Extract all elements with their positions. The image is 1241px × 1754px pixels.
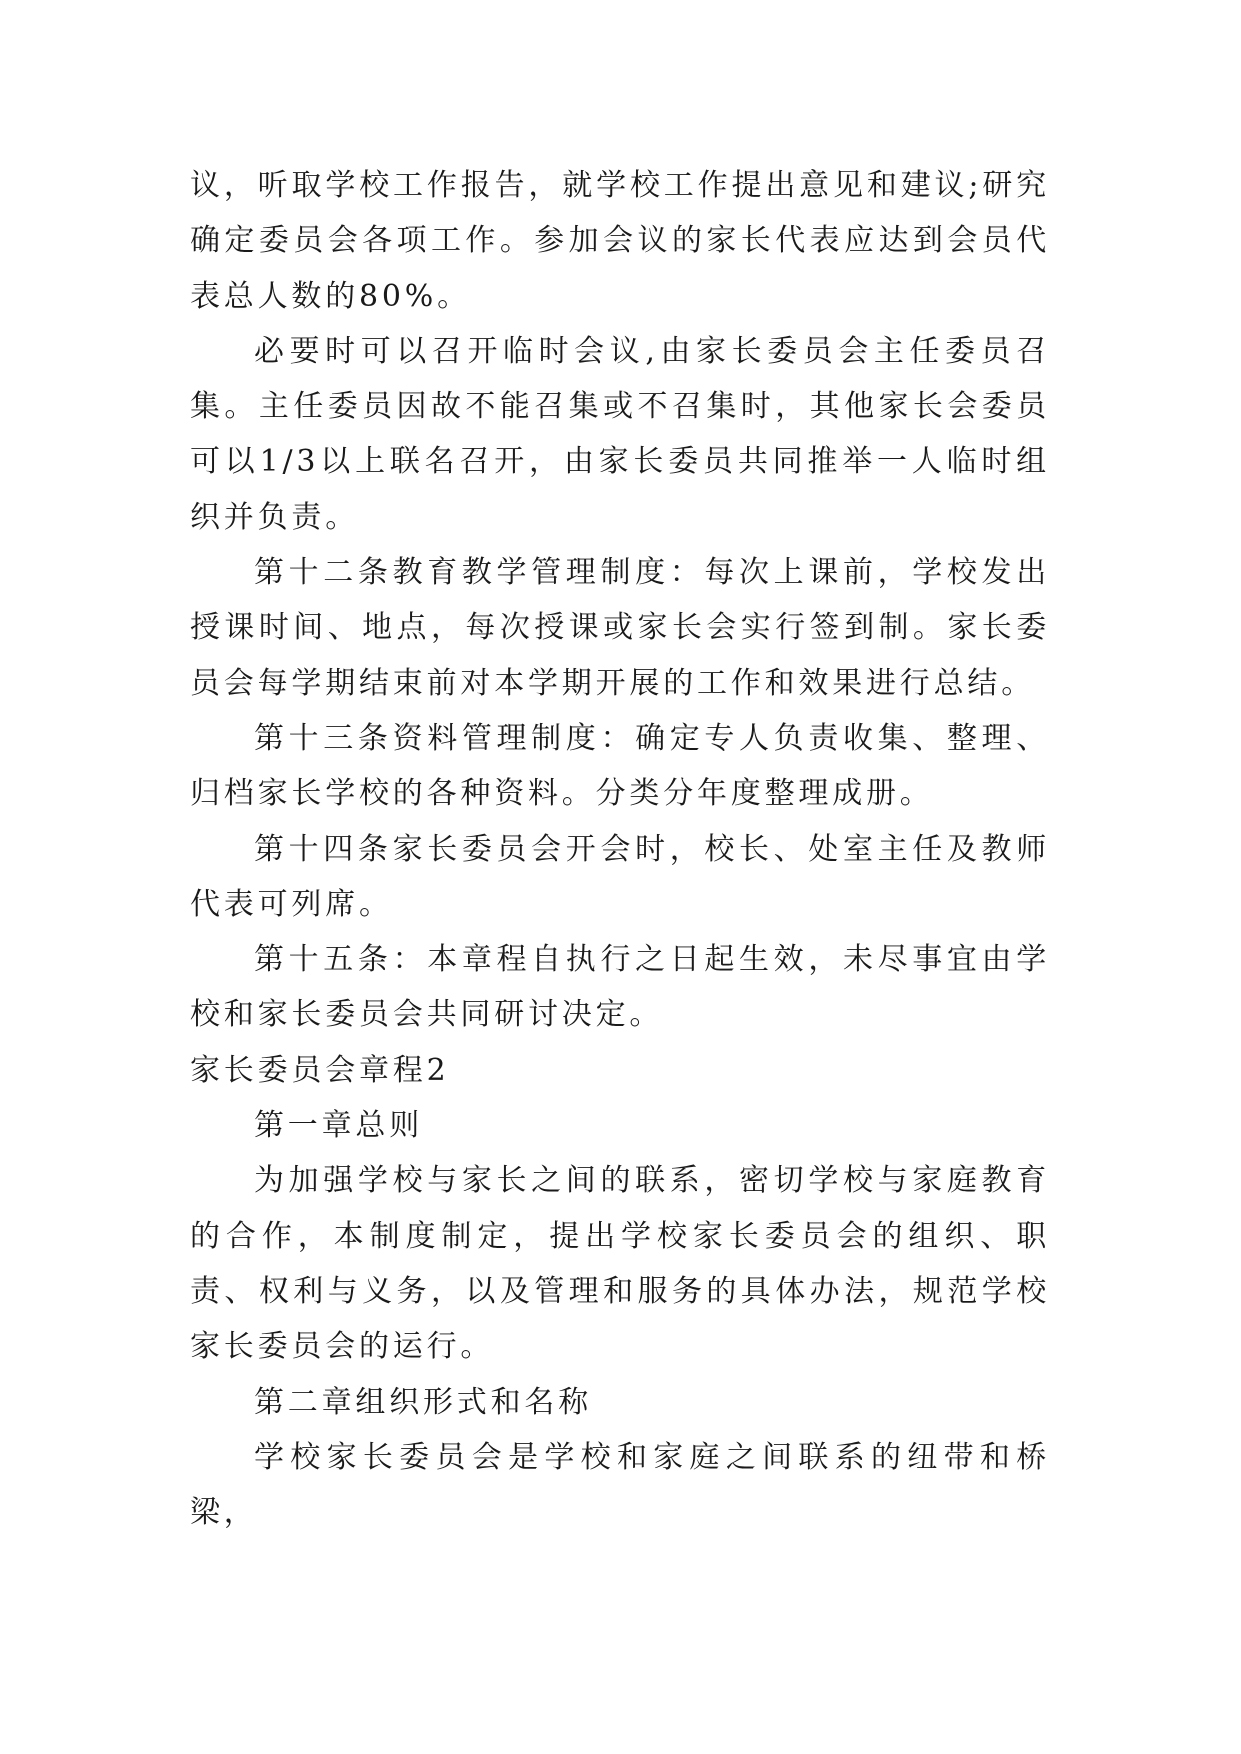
paragraph-article-13: 第十三条资料管理制度：确定专人负责收集、整理、归档家长学校的各种资料。分类分年度整理成册。 xyxy=(190,720,1050,812)
paragraph-article-14: 第十四条家长委员会开会时，校长、处室主任及教师代表可列席。 xyxy=(190,831,1050,922)
section-title: 家长委员会章程2 xyxy=(190,1052,450,1088)
document-page xyxy=(190,158,1050,1540)
chapter-heading-1: 第一章总则 xyxy=(254,1108,423,1144)
paragraph-organization: 学校家长委员会是学校和家庭之间联系的纽带和桥梁， xyxy=(190,1439,1050,1531)
paragraph-article-12: 第十二条教育教学管理制度：每次上课前，学校发出授课时间、地点，每次授课或家长会实行签到制。家长委员会每学期结束前对本学期开展的工作和效果进行总结。 xyxy=(190,555,1050,701)
paragraph-article-15: 第十五条：本章程自执行之日起生效，未尽事宜由学校和家长委员会共同研讨决定。 xyxy=(190,942,1050,1033)
paragraph-general-provisions: 为加强学校与家长之间的联系，密切学校与家庭教育的合作，本制度制定，提出学校家长委员会的组织、职责、权利与义务，以及管理和服务的具体办法，规范学校家长委员会的运行。 xyxy=(190,1163,1050,1365)
chapter-heading-2: 第二章组织形式和名称 xyxy=(254,1384,592,1420)
paragraph-temporary-meeting: 必要时可以召开临时会议,由家长委员会主任委员召集。主任委员因故不能召集或不召集时，其他家长会委员可以1/3以上联名召开，由家长委员共同推举一人临时组织并负责。 xyxy=(190,333,1050,535)
paragraph-meeting-report: 议，听取学校工作报告，就学校工作提出意见和建议;研究确定委员会各项工作。参加会议的家长代表应达到会员代表总人数的80%。 xyxy=(190,168,1050,314)
